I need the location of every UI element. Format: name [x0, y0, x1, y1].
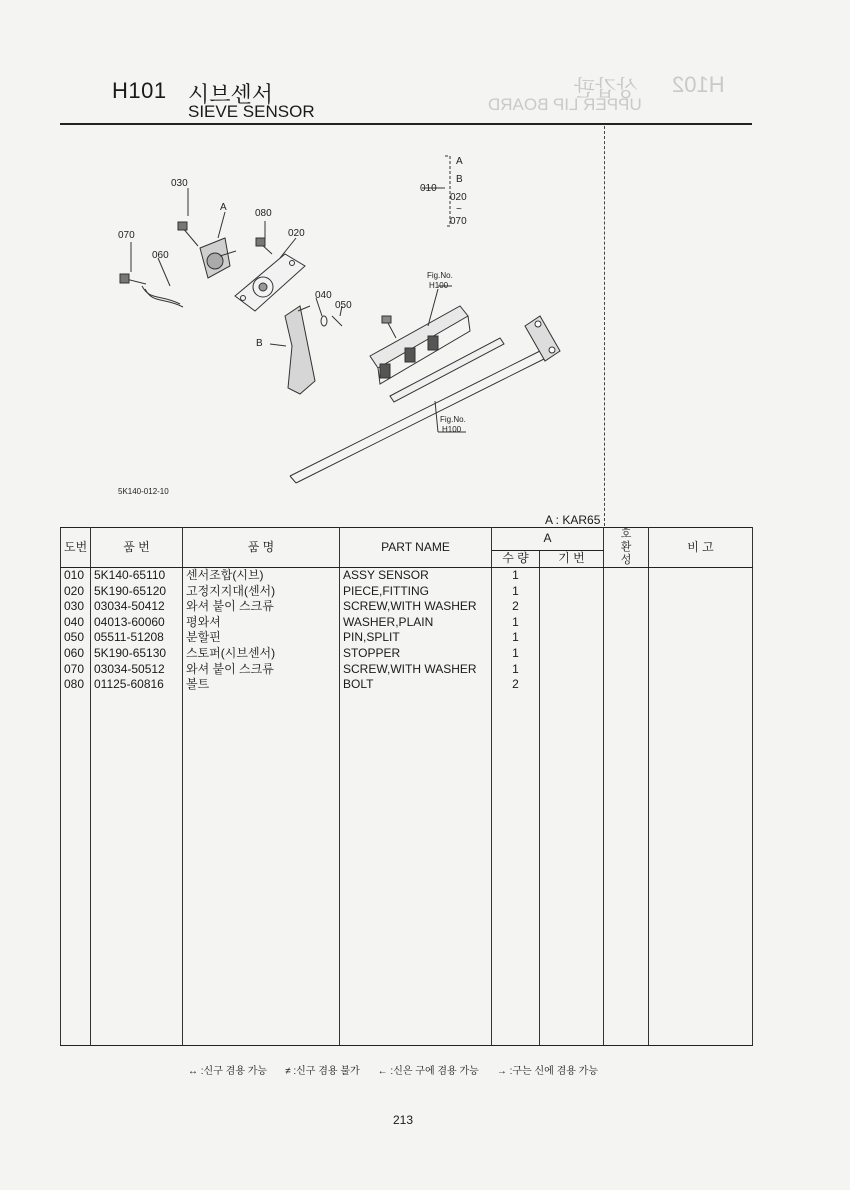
cell-ref: 050: [61, 630, 91, 646]
group-020: 020: [450, 192, 467, 203]
cell-serial: [540, 677, 604, 693]
callout-060: 060: [152, 250, 169, 261]
cell-remarks: [649, 599, 753, 615]
cell-name-en: BOLT: [340, 677, 492, 693]
cell-qty: 1: [492, 615, 540, 631]
cell-ref: 010: [61, 568, 91, 584]
cell-qty: 1: [492, 630, 540, 646]
cell-name-ko: 고정지지대(센서): [183, 584, 340, 600]
callout-030: 030: [171, 178, 188, 189]
legend-item: → :구는 신에 겸용 가능: [496, 1066, 598, 1077]
cell-interchange: [604, 584, 649, 600]
ghost-heading-code: H102: [672, 72, 725, 97]
group-a: A: [456, 156, 463, 167]
header-col-a: A: [492, 528, 604, 551]
cell-serial: [540, 630, 604, 646]
cell-name-ko: 평와셔: [183, 615, 340, 631]
cell-ref: 040: [61, 615, 91, 631]
cell-name-ko: 와셔 붙이 스크류: [183, 599, 340, 615]
group-tilde: ~: [456, 204, 462, 215]
callout-b: B: [256, 338, 263, 349]
page-number: 213: [393, 1113, 414, 1127]
cell-remarks: [649, 630, 753, 646]
group-b: B: [456, 174, 463, 185]
section-title-en: SIEVE SENSOR: [188, 102, 315, 121]
cell-name-en: WASHER,PLAIN: [340, 615, 492, 631]
cell-interchange: [604, 568, 649, 584]
cell-name-en: SCREW,WITH WASHER: [340, 599, 492, 615]
cell-part-no: 03034-50512: [91, 662, 183, 678]
table-row: [61, 599, 753, 615]
cell-qty: 1: [492, 584, 540, 600]
legend-item: ↔ :신구 겸용 가능: [188, 1066, 268, 1077]
cell-name-en: SCREW,WITH WASHER: [340, 662, 492, 678]
table-row: [61, 646, 753, 662]
callout-070: 070: [118, 230, 135, 241]
cell-qty: 2: [492, 599, 540, 615]
header-interchange-label: 호 환 성: [620, 528, 632, 566]
cell-remarks: [649, 568, 753, 584]
cell-interchange: [604, 599, 649, 615]
legend-item: ← :신은 구에 겸용 가능: [377, 1066, 479, 1077]
legend-item: ≠ :신구 겸용 불가: [285, 1066, 360, 1077]
header-interchange: [604, 528, 649, 568]
cell-remarks: [649, 677, 753, 693]
cell-remarks: [649, 646, 753, 662]
exploded-parts-diagram: [60, 126, 605, 526]
table-row: [61, 568, 753, 584]
cell-serial: [540, 662, 604, 678]
cell-remarks: [649, 662, 753, 678]
cell-ref: 030: [61, 599, 91, 615]
cell-serial: [540, 568, 604, 584]
callout-020: 020: [288, 228, 305, 239]
header-part-no: 품 번: [91, 528, 183, 568]
cell-serial: [540, 584, 604, 600]
cell-name-en: PIN,SPLIT: [340, 630, 492, 646]
cell-name-ko: 센서조합(시브): [183, 568, 340, 584]
model-note: A : KAR65: [545, 513, 601, 527]
header-part-name-en: PART NAME: [340, 528, 492, 568]
cell-remarks: [649, 584, 753, 600]
interchange-legend: [188, 1062, 598, 1077]
cell-remarks: [649, 615, 753, 631]
header-part-name-ko: 품 명: [183, 528, 340, 568]
cell-qty: 2: [492, 677, 540, 693]
cell-interchange: [604, 662, 649, 678]
table-blank-area: [61, 693, 753, 1046]
cell-name-ko: 와셔 붙이 스크류: [183, 662, 340, 678]
cell-name-en: ASSY SENSOR: [340, 568, 492, 584]
cell-name-ko: 스토퍼(시브센서): [183, 646, 340, 662]
section-code: H101: [112, 78, 167, 103]
cell-serial: [540, 599, 604, 615]
cell-ref: 080: [61, 677, 91, 693]
parts-table: [60, 527, 753, 1046]
section-title-ko: 시브센서: [188, 82, 274, 107]
cell-name-ko: 분할핀: [183, 630, 340, 646]
fig-ref-upper-number: H100: [429, 281, 449, 290]
cell-part-no: 5K140-65110: [91, 568, 183, 584]
table-row: [61, 584, 753, 600]
title-divider: [60, 123, 752, 125]
cell-part-no: 05511-51208: [91, 630, 183, 646]
table-row: [61, 677, 753, 693]
header-ref-no: 도번: [61, 528, 91, 568]
cell-interchange: [604, 630, 649, 646]
callout-050: 050: [335, 300, 352, 311]
fig-ref-lower-number: H100: [442, 425, 462, 434]
cell-part-no: 5K190-65130: [91, 646, 183, 662]
cell-ref: 060: [61, 646, 91, 662]
ghost-heading-ko: 상갑판: [574, 76, 638, 101]
drawing-code: 5K140-012-10: [118, 487, 169, 496]
callout-a: A: [220, 202, 227, 213]
fig-ref-upper-title: Fig.No.: [427, 271, 453, 280]
callout-040: 040: [315, 290, 332, 301]
cell-part-no: 01125-60816: [91, 677, 183, 693]
cell-part-no: 04013-60060: [91, 615, 183, 631]
cell-name-en: PIECE,FITTING: [340, 584, 492, 600]
cell-qty: 1: [492, 568, 540, 584]
fig-ref-lower-title: Fig.No.: [440, 415, 466, 424]
header-qty: 수 량: [492, 551, 540, 568]
cell-part-no: 5K190-65120: [91, 584, 183, 600]
callout-010: 010: [420, 183, 437, 194]
cell-serial: [540, 646, 604, 662]
header-remarks: 비 고: [649, 528, 753, 568]
ghost-heading-en: UPPER LIP BOARD: [488, 95, 642, 114]
cell-qty: 1: [492, 646, 540, 662]
cell-interchange: [604, 677, 649, 693]
cell-interchange: [604, 615, 649, 631]
header-serial: 기 번: [540, 551, 604, 568]
cell-ref: 020: [61, 584, 91, 600]
cell-serial: [540, 615, 604, 631]
table-row: [61, 630, 753, 646]
cell-interchange: [604, 646, 649, 662]
group-070: 070: [450, 216, 467, 227]
cell-qty: 1: [492, 662, 540, 678]
cell-name-en: STOPPER: [340, 646, 492, 662]
cell-part-no: 03034-50412: [91, 599, 183, 615]
cell-name-ko: 볼트: [183, 677, 340, 693]
table-row: [61, 615, 753, 631]
table-row: [61, 662, 753, 678]
callout-080: 080: [255, 208, 272, 219]
cell-ref: 070: [61, 662, 91, 678]
